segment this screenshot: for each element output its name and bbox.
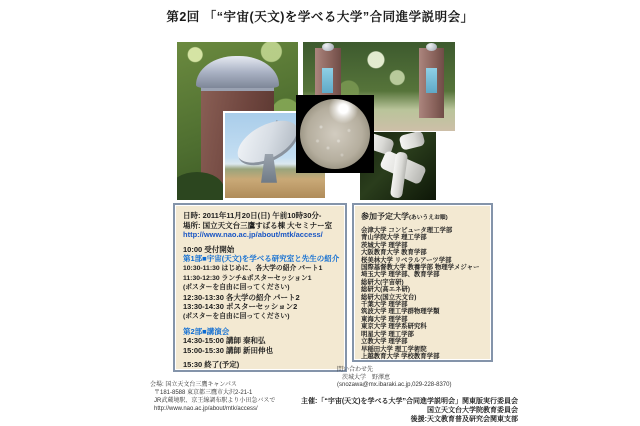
schedule-item: 10:30-11:30 はじめに、各大学の紹介 パート1 <box>183 264 323 272</box>
part2-heading: 第2部■講演会 <box>183 326 230 336</box>
schedule-end: 15:30 終了(予定) <box>183 360 240 370</box>
contact-heading: 問い合わせ先 <box>337 367 374 373</box>
pillar-finial <box>426 43 437 51</box>
universities-title-order-note: (あいうえお順) <box>409 215 448 221</box>
venue-name: 会場: 国立天文台三鷹キャンパス <box>150 382 237 388</box>
university-item: 東海大学 理学部 <box>361 315 408 323</box>
photo-collage <box>170 42 460 202</box>
venue-address: 〒181-8588 東京都三鷹市大沢2-21-1 <box>154 390 253 396</box>
universities-box-title <box>361 211 491 222</box>
contact-email-phone: (snozawa@mx.ibaraki.ac.jp,029-228-8370) <box>337 382 452 389</box>
organizer-line: 国立天文台大学院教育委員会 <box>427 407 518 414</box>
event-location: 場所: 国立天文台三鷹すばる棟 大セミナー室 <box>183 220 333 230</box>
organizer-info <box>301 397 518 424</box>
university-item: 大阪教育大学 教育学部 <box>361 249 427 257</box>
fisheye-sky-circle <box>300 99 370 169</box>
contact-info <box>337 367 451 390</box>
pillar-plaque <box>426 68 437 93</box>
university-item: 総研大(宇宙研) <box>361 278 404 286</box>
venue-url: http://www.nao.ac.jp/about/mtk/access/ <box>154 406 258 412</box>
photo-fisheye-night-sky <box>296 95 374 173</box>
lecture-item: 15:00-15:30 講師 新田伸也 <box>183 345 274 355</box>
instrument-cylinder <box>398 132 425 151</box>
lecture-item: 14:30-15:00 講師 秦和弘 <box>183 336 266 346</box>
university-item: 東京大学 理学系研究科 <box>361 323 427 331</box>
venue-access: JR武蔵境駅、京王線調布駅より小田急バスで <box>154 398 276 404</box>
pillar-finial <box>322 43 333 51</box>
schedule-note: (ポスターを自由に回ってください) <box>183 312 290 320</box>
pillar-plaque <box>322 68 333 93</box>
organizer-line: 主催:「“宇宙(天文)を学べる大学”合同進学説明会」関東版実行委員会 <box>301 398 518 405</box>
university-item: 早稲田大学 理工学術院 <box>361 345 427 353</box>
venue-info <box>150 381 275 413</box>
access-url-link[interactable]: http://www.nao.ac.jp/about/mtk/access/ <box>183 230 323 240</box>
university-item: 国際基督教大学 教養学部 物理学メジャー <box>361 264 480 272</box>
university-item: 明星大学 理工学部 <box>361 330 414 338</box>
schedule-item: 12:30-13:30 各大学の紹介 パート2 <box>183 292 300 302</box>
event-datetime: 日時: 2011年11月20日(日) 午前10時30分- <box>183 211 322 220</box>
gate-pillar-right <box>419 48 445 117</box>
university-item: 総研大(高エネ研) <box>361 286 410 294</box>
university-item: 会津大学 コンピュータ理工学部 <box>361 227 453 234</box>
universities-box <box>352 203 493 362</box>
university-item: 埼玉大学 理学部、教育学部 <box>361 271 440 279</box>
schedule-item: 13:30-14:30 ポスターセッション2 <box>183 302 298 312</box>
university-item: 総研大(国立天文台) <box>361 293 417 301</box>
university-item: 桜美林大学 リベラルアーツ学部 <box>361 256 452 264</box>
university-item: 上越教育大学 学校教育学部 <box>361 352 440 360</box>
university-item: 筑波大学 理工学群物理学類 <box>361 308 440 316</box>
schedule-note: (ポスターを自由に回ってください) <box>183 284 290 292</box>
university-item: 立教大学 理学部 <box>361 338 408 346</box>
part1-heading: 第1部■宇宙(天文)を学べる研究室と先生の紹介 <box>183 254 340 264</box>
schedule-item: 11:30-12:30 ランチ&ポスターセッション1 <box>183 274 312 282</box>
supporter-line: 後援:天文教育普及研究会関東支部 <box>410 416 518 423</box>
university-item: 千葉大学 理学部 <box>361 301 408 309</box>
poster-title: 第2回 「“宇宙(天文)を学べる大学”合同進学説明会」 <box>166 10 474 24</box>
universities-title-text: 参加予定大学 <box>361 212 409 221</box>
schedule-box <box>173 203 347 372</box>
contact-person: 茨城大学 野澤恵 <box>342 374 391 381</box>
university-item: 茨城大学 理学部 <box>361 241 408 249</box>
dome-roof <box>196 56 278 88</box>
schedule-reception: 10:00 受付開始 <box>183 244 235 254</box>
university-item: 青山学院大学 理工学部 <box>361 234 427 242</box>
